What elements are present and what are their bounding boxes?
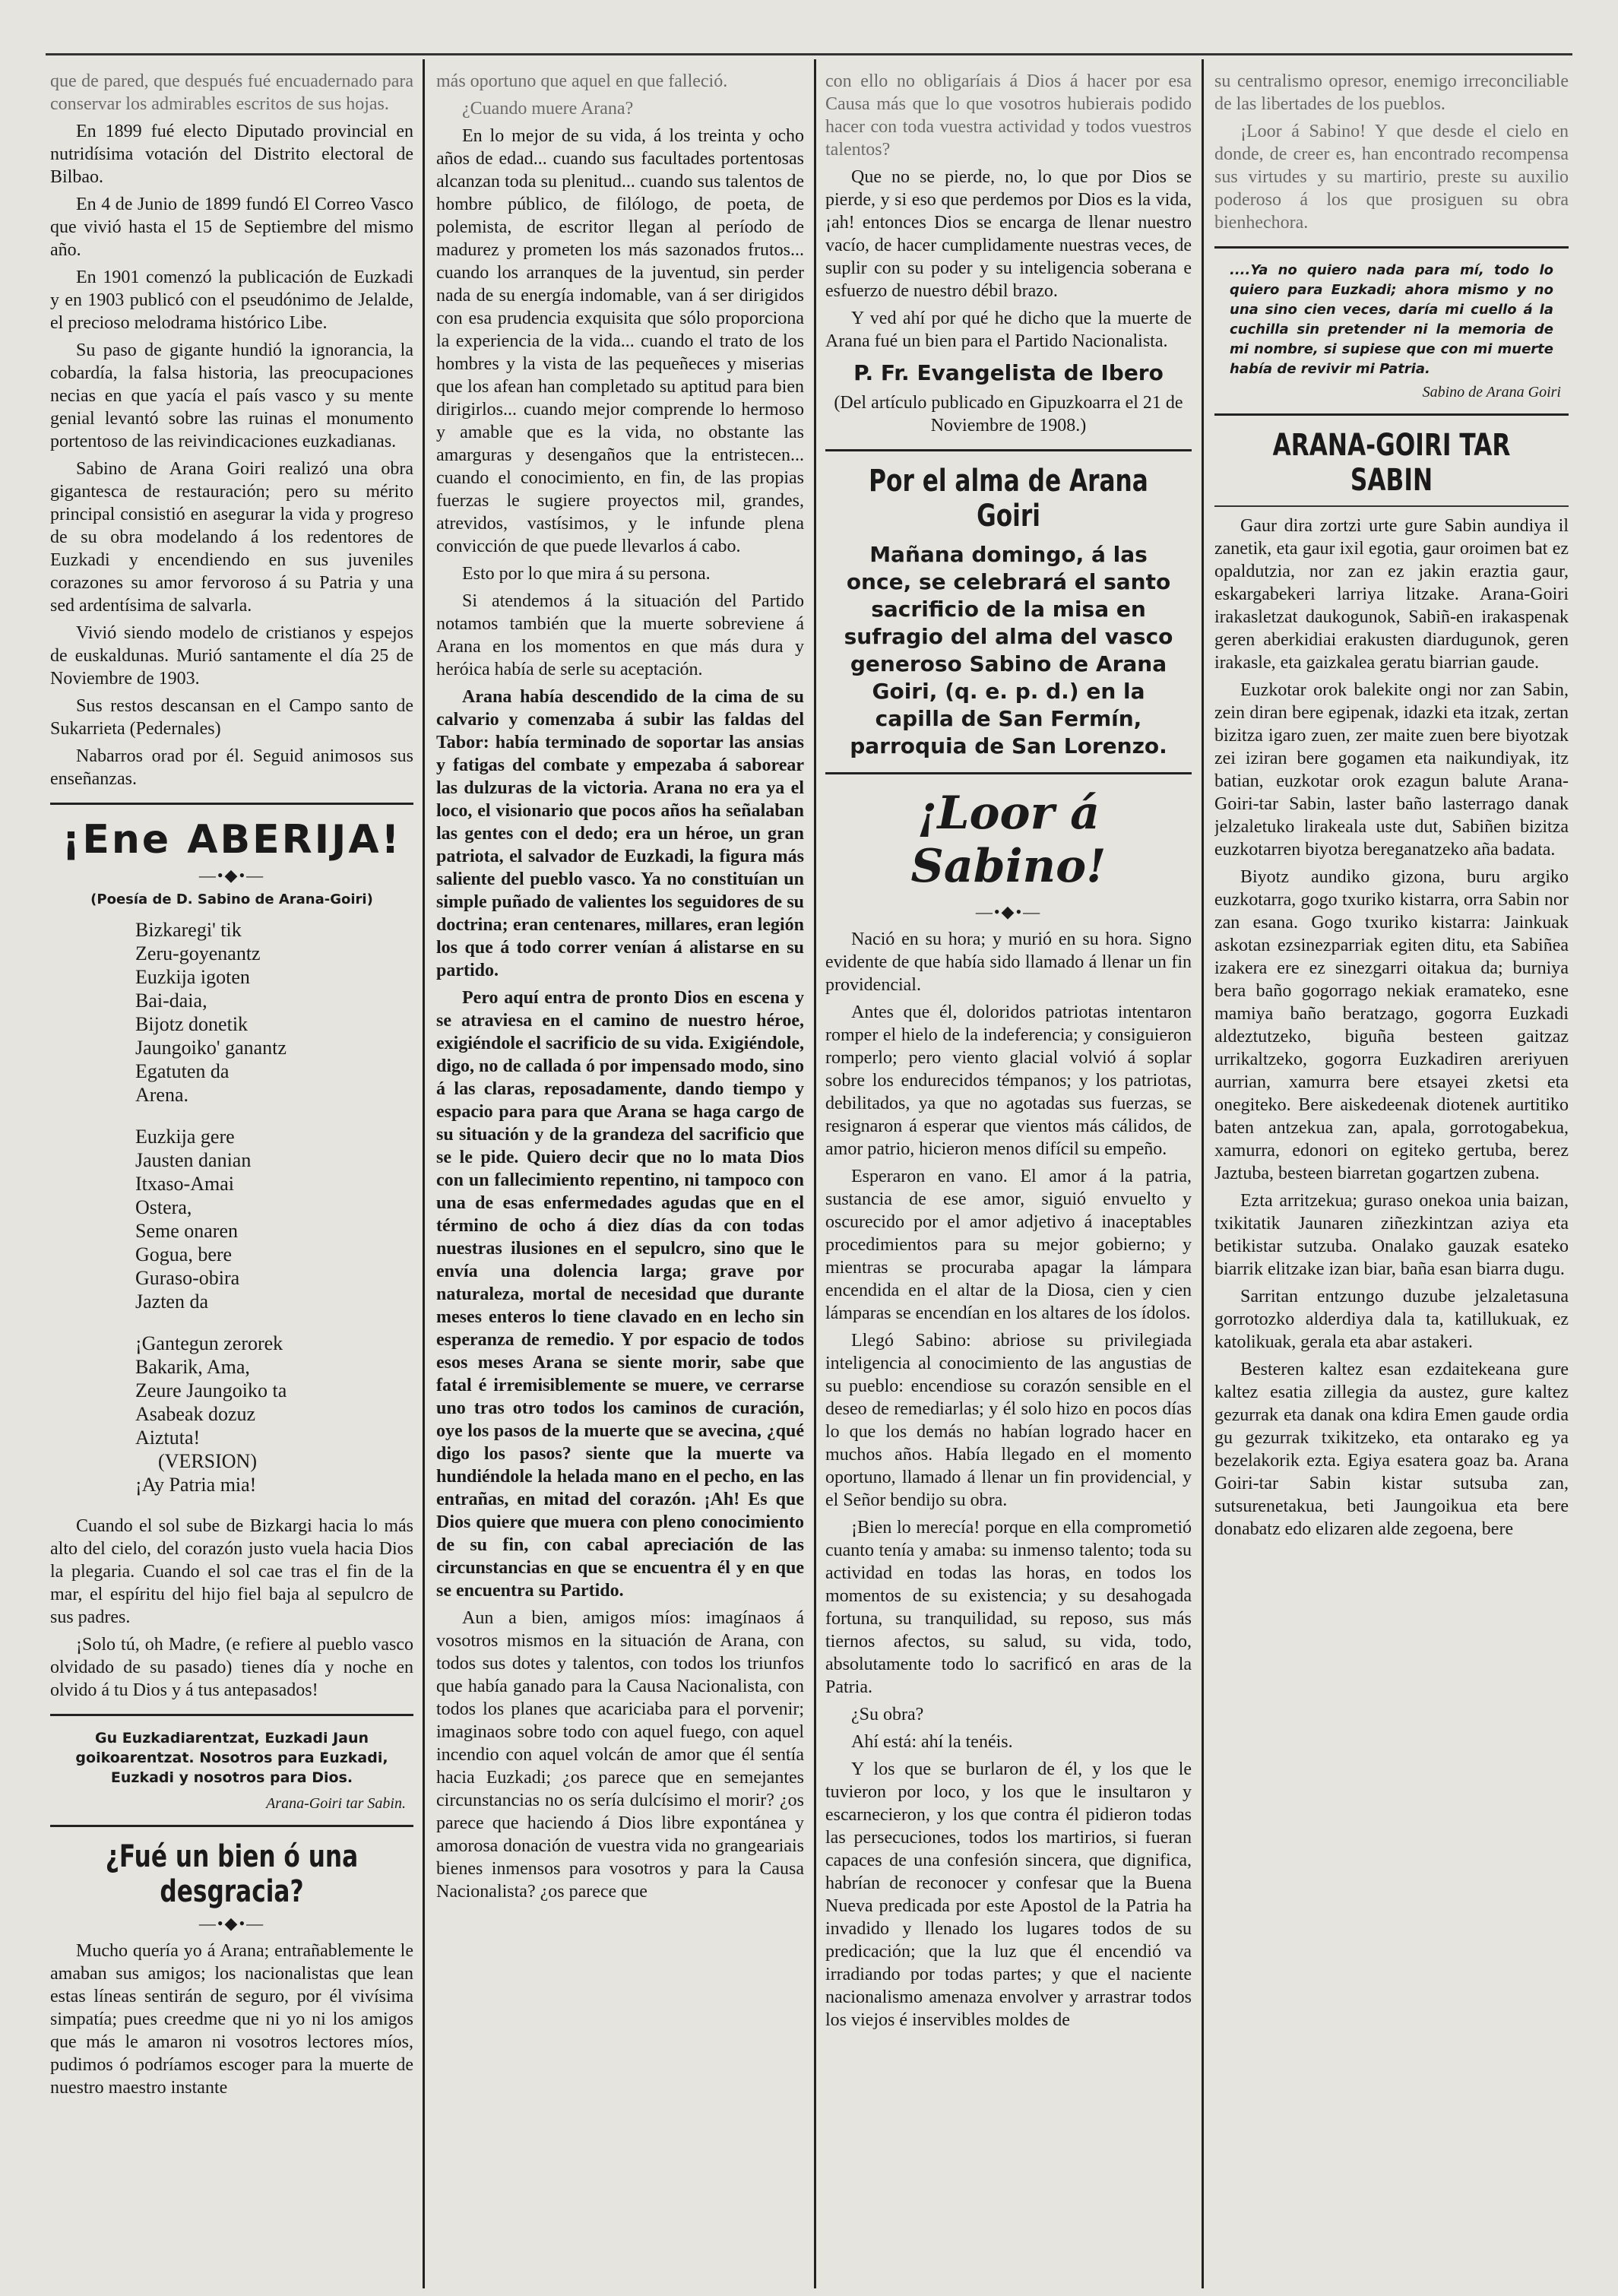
- paragraph: Sarritan entzungo duzube jelzaletasuna gorrotozko alderdiya dala ta, katillukuak, ez katolikuak, gerala eta abar astakeri.: [1214, 1287, 1569, 1352]
- paragraph: Besteren kaltez esan ezdaitekeana gure kaltez esatia zillegia da austez, gure kaltez gezurrak eta danak ona kdira Emen gaude ordia gu gezurrak txikitzeko, eta ontarako eg ya bezelakorik ezta. Egiya esatera goaz ba. Arana Goiri-tar Sabin kistar sutsuba zan, sutsurenetakua, beti Jaungoikua eta bere donabatz edo elizaren alde zegoena, bere: [1214, 1360, 1569, 1539]
- divider: [825, 772, 1192, 774]
- article-source: (Del artículo publicado en Gipuzkoarra el 21 de Noviembre de 1908.): [834, 393, 1183, 435]
- verse-line: Bai-daia,: [135, 990, 207, 1012]
- verse-line: Guraso-obira: [135, 1267, 240, 1289]
- paragraph: ¿Su obra?: [851, 1705, 924, 1724]
- paragraph: con ello no obligaríais á Dios á hacer por esa Causa más que lo que vosotros hubierais podido hacer con toda vuestra actividad y todos vuestros talentos?: [825, 71, 1192, 160]
- article-heading: ¿Fué un bien ó una desgracia?: [105, 1839, 359, 1909]
- article-author: P. Fr. Evangelista de Ibero: [853, 360, 1164, 385]
- paragraph: Esperaron en vano. El amor á la patria, sustancia de ese amor, siguió envuelto y oscurecido por el amor adjetivo á inaceptables procedimientos para su mejor gobierno; y mientras se procuraba apagar la lámpara encendida en el altar de la Diosa, cien y cien lámparas se encendían en los altares de los ídolos.: [825, 1167, 1192, 1323]
- verse-line: Bizkaregi' tik: [135, 919, 242, 941]
- paragraph: Llegó Sabino: abriose su privilegiada inteligencia al conocimiento de las angustias de su pueblo: encendiose su corazón sensible en el deseo de remediarlas; y él solo hizo en pocos días lo que los demás no habían logrado hacer en muchos años. Había llegado en el momento oportuno, llamado á llenar un fin providencial, y el Señor bendijo su obra.: [825, 1331, 1192, 1510]
- verse-line: Jaungoiko' ganantz: [135, 1037, 287, 1059]
- verse-line: Zeure Jaungoiko ta: [135, 1379, 287, 1401]
- paragraph: Nabarros orad por él. Seguid animosos sus enseñanzas.: [50, 746, 413, 789]
- ornament-divider: —•◆•—: [198, 866, 265, 885]
- paragraph: Sus restos descansan en el Campo santo de Sukarrieta (Pedernales): [50, 696, 413, 739]
- quote-signature: Sabino de Arana Goiri: [1422, 384, 1561, 401]
- verse-line: Bijotz donetik: [135, 1013, 249, 1035]
- paragraph: Esto por lo que mira á su persona.: [462, 564, 711, 584]
- verse-line: Seme onaren: [135, 1220, 239, 1242]
- verse-line: Itxaso-Amai: [135, 1173, 234, 1195]
- motto-signature: Arana-Goiri tar Sabin.: [266, 1795, 406, 1812]
- motto-box: Gu Euzkadiarentzat, Euzkadi Jaun goikoarentzat. Nosotros para Euzkadi, Euzkadi y nosotros para Dios.: [75, 1730, 388, 1786]
- paragraph: Biyotz aundiko gizona, buru argiko euzkotarra, gogo txuriko kistarra, orra Sabin nor zan esana. Gogo txuriko kistarra: Jainkuak askotan ezsinezparriak egiten ditu, eta Sabiñea izakera ere ez sinezgarri oitakua da; burniya bera baño gogorrago nekiak eramateko, esne mamiya baño beratzago, gogorra Euzkadi aldeztutzeko, biguña besteen gaitzaz urrikaltzeko, gogorra Euzkadiren areriyuen aurrian, xamurra bere etsayei zketsi eta onegiteko. Bere aiskedeenak diotenek aurtitiko baten antzekua zan, apala, gorrotogabekua, xamurra, edonori on egiteko gertuba, berez Jaztuba, besteen biarretan gogartzen zubena.: [1214, 867, 1569, 1183]
- paragraph: Arana había descendido de la cima de su calvario y comenzaba á subir las faldas del Tabor: había terminado de soportar las ansias y fatigas del combate y empezaba á saborear las dulzuras de la victoria. Arana no era ya el loco, el visionario que pocos años ha señalaban las gentes con el dedo; era un héroe, un gran patriota, el salvador de Euzkadi, la figura más saliente del pueblo vasco. Ya no constituían un simple puñado de valientes los seguidores de su doctrina; eran centenares, millares, eran legión los que á todo correr venían á alistarse en su partido.: [436, 687, 804, 980]
- paragraph: Y ved ahí por qué he dicho que la muerte de Arana fué un bien para el Partido Nacionalista.: [825, 309, 1192, 351]
- verse-line: Zeru-goyenantz: [135, 942, 261, 964]
- paragraph: Ezta arritzekua; guraso onekoa unia baizan, txikitatik Jaunaren ziñezkintzan aziya eta betikistar sutzuba. Onalako gauzak esateko biarrik elitzake izan biar, baña esan biarra dugu.: [1214, 1191, 1569, 1279]
- column-1: [50, 70, 413, 2104]
- paragraph: Nació en su hora; y murió en su hora. Signo evidente de que había sido llamado á llenar un fin providencial.: [825, 929, 1192, 995]
- paragraph: Sabino de Arana Goiri realizó una obra gigantesca de restauración; pero su mérito principal consistió en asegurar la vida y progreso de su obra modelando á los redentores de Euzkadi y encendiendo en sus juveniles corazones su amor fervoroso á su Patria y una sed ardentísima de salvarla.: [50, 459, 413, 616]
- paragraph: su centralismo opresor, enemigo irreconciliable de las libertades de los pueblos.: [1214, 71, 1569, 114]
- paragraph: Su paso de gigante hundió la ignorancia, la cobardía, la falsa historia, las preocupaciones necias en que yacía el país vasco y su mente genial levantó sobre las ruinas el monumento portentoso de las reivindicaciones euzkadianas.: [50, 340, 413, 451]
- paragraph: Y los que se burlaron de él, y los que le tuvieron por loco, y los que le insultaron y escarnecieron, y los que contra él pidieron todas las persecuciones, todos los martirios, si fueran capaces de una confesión sincera, que dignifica, habrían de reconocer y confesar que la Buena Nueva predicada por este Apostol de la Patria ha invadido y llenado los lugares todos de su predicación; que la luz que él encendió va irradiando por todas partes; y que el naciente nacionalismo amenaza envolver y arrastrar todos los viejos é inservibles moldes de: [825, 1759, 1192, 2030]
- verse-line: Euzkija igoten: [135, 966, 250, 988]
- paragraph: más oportuno que aquel en que falleció.: [436, 71, 728, 91]
- paragraph: En 1899 fué electo Diputado provincial en nutridísima votación del Distrito electoral de Bilbao.: [50, 122, 413, 187]
- paragraph: Aun a bien, amigos míos: imagínaos á vosotros mismos en la situación de Arana, con todos sus dotes y talentos, con todos los triunfos que había ganado para la Causa Nacionalista, con todos los planes que acariciaba para el porvenir; imaginaos sobre todo con aquel fuego, con aquel incendio con aquel volcán de amor que él sentía hacia Euzkadi; ¿os parece que en semejantes circunstancias no os sería dulcísimo el morir? ¿os parece que haciendo á Dios libre expontánea y amorosa donación de vuestra vida no grangeariais bienes inmensos para vosotros y para la Causa Nacionalista? ¿os parece que: [436, 1608, 804, 1902]
- verse-line: Jausten danian: [135, 1149, 252, 1171]
- mass-notice: Mañana domingo, á las once, se celebrará el santo sacrificio de la misa en sufragio del alma del vasco generoso Sabino de Arana Goiri, (q. e. p. d.) en la capilla de San Fermín, parroquia de San Lorenzo.: [844, 542, 1173, 758]
- divider: [50, 803, 413, 805]
- poem-translation: [50, 1515, 413, 1702]
- column-rule-1: [423, 59, 425, 2288]
- article-heading: ARANA-GOIRI TAR SABIN: [1272, 428, 1511, 498]
- verse-line: Jazten da: [135, 1291, 209, 1313]
- verse-line: Arena.: [135, 1084, 189, 1106]
- verse-line: Asabeak dozuz: [135, 1403, 256, 1425]
- divider: [50, 1825, 413, 1827]
- divider: [1214, 246, 1569, 249]
- paragraph: Ahí está: ahí la tenéis.: [851, 1732, 1013, 1752]
- paragraph: que de pared, que después fué encuadernado para conservar los admirables escritos de sus hojas.: [50, 71, 413, 114]
- paragraph: Que no se pierde, no, lo que por Dios se pierde, y si eso que perdemos por Dios es la vida, ¡ah! entonces Dios se encarga de llenar nuestro vacío, de hacer cumplidamente nuestras veces, de suplir con su poder y su inteligencia soberana e esfuerzo de nuestro débil brazo.: [825, 167, 1192, 301]
- verse-line: Aiztuta!: [135, 1427, 201, 1449]
- verse-line: Euzkija gere: [135, 1126, 235, 1148]
- ornament-divider: —•◆•—: [198, 1914, 265, 1933]
- divider: [1214, 413, 1569, 416]
- poem-subtitle: (Poesía de D. Sabino de Arana-Goiri): [90, 891, 373, 907]
- column-4: [1214, 70, 1569, 1545]
- verse-line: Egatuten da: [135, 1060, 230, 1082]
- top-rule: [46, 53, 1572, 55]
- paragraph: Antes que él, doloridos patriotas intentaron romper el hielo de la indeferencia; y consiguieron romperlo; pero viento glacial volvió á soplar sobre los endurecidos témpanos; y los patriotas, debilitados, ya que no agotadas sus fuerzas, se resignaron á esperar que vientos más cálidos, de amor patrio, hicieron menos difícil su empeño.: [825, 1002, 1192, 1159]
- column-3: [825, 70, 1192, 2036]
- divider: [1214, 505, 1569, 507]
- verse-line: ¡Gantegun zerorek: [135, 1332, 283, 1354]
- verse-line: Ostera,: [135, 1196, 192, 1218]
- verse-line: (VERSION): [158, 1450, 257, 1472]
- verse-line: Bakarik, Ama,: [135, 1356, 250, 1378]
- article-heading: ¡Loor á Sabino!: [910, 787, 1107, 893]
- arana-quote: ....Ya no quiero nada para mí, todo lo quiero para Euzkadi; ahora mismo y no una sino cien veces, daría mi cuello á la cuchilla sin pretender ni la memoria de mi nombre, si supiese que con mi muerte había de revivir mi Patria.: [1230, 262, 1553, 377]
- paragraph: En 1901 comenzó la publicación de Euzkadi y en 1903 publicó con el pseudónimo de Jelalde, el precioso melodrama histórico Libe.: [50, 268, 413, 333]
- paragraph: Gaur dira zortzi urte gure Sabin aundiya il zanetik, eta gaur ixil egotia, gaur oroimen bat ez opaldutzia, nor zan ez jakin eraztia gaur, eskargabekeri larriya litzake. Arana-Goiri irakasletzat daukogunok, Sabiñ-en irakaspenak geren aberkidiai erakusten diardugunok, geren irakasle, eta gaizkalea geratu biarrian gaude.: [1214, 516, 1569, 673]
- paragraph: ¡Loor á Sabino! Y que desde el cielo en donde, de creer es, han encontrado recompensa sus virtudes y su martirio, preste su auxilio poderoso á los que prosiguen su obra bienhechora.: [1214, 122, 1569, 233]
- column-2: [436, 70, 804, 1908]
- paragraph: En 4 de Junio de 1899 fundó El Correo Vasco que vivió hasta el 15 de Septiembre del mismo año.: [50, 195, 413, 260]
- article-body: [50, 1940, 413, 2099]
- paragraph: Si atendemos á la situación del Partido notamos también que la muerte sobreviene á Arana en los momentos en que más dura y heróica había de serle su aceptación.: [436, 591, 804, 679]
- paragraph: Pero aquí entra de pronto Dios en escena y se atraviesa en el camino de nuestro héroe, exigiéndole el sacrificio de su vida. Exigiéndole, digo, no de callada ó por impensado modo, sino á las claras, reposadamente, dando tiempo y espacio para para que Arana se haga cargo de su situación y de la grandeza del sacrificio que se le pide. Quiero decir que no lo mata Dios con un fallecimiento repentino, ni tampoco con una de esas enfermedades agudas que en el término de ocho á diez días da con todas nuestras ilusiones en el sepulcro, sino que le envía una dolencia larga; grave por naturaleza, mortal de necesidad que durante meses enteros lo tiene clavado en en lecho sin esperanza de remedio. Y por espacio de todos esos meses Arana se siente morir, sabe que fatal é irremisiblemente se muere, ve cerrarse uno tras otro todos los caminos de curación, oye los pasos de la muerte que se avecina, ¿qué digo los pasos? siente que la muerte va hundiéndole la helada mano en el pecho, en las entrañas, en mitad del corazón. ¡Ah! Es que Dios quiere que muera con pleno conocimiento de su fin, con cabal apreciación de las circunstancias en que se encuentra él y en que se encuentra su Partido.: [436, 988, 804, 1601]
- paragraph: Vivió siendo modelo de cristianos y espejos de euskaldunas. Murió santamente el día 25 de Noviembre de 1903.: [50, 623, 413, 689]
- paragraph: En lo mejor de su vida, á los treinta y ocho años de edad... cuando sus facultades portentosas alcanzan toda su plenitud... cuando sus talentos de hombre público, de filólogo, de poeta, de polemista, de escritor llegan al período de madurez y prometen los más sazonados frutos... cuando los arranques de la juventud, sin perder nada de su energía indomable, van á ser dirigidos con esa prudencia exquisita que sólo proporciona la experiencia de la vida... cuando el trato de los hombres y la vista de las pequeñeces y miserias que los afean han completado su aptitud para bien dirigirlos... cuando mejor comprende lo hermoso y amable que es la vida, no obstante las amarguras y desengaños que la entristecen... cuando el conocimiento, en fin, de las propias fuerzas le sugiere proyectos mil, grandes, atrevidos, vastísimos, y le infunde plena convicción de que puede llevarlos á cabo.: [436, 126, 804, 556]
- paragraph: ¡Bien lo merecía! porque en ella comprometió cuanto tenía y amaba: su inmenso talento; toda su actividad en todas las horas, en todos los momentos de su existencia; y su desahogada fortuna, su tranquilidad, su reposo, sus más tiernos afectos, su salud, su vida, todo, absolutamente todo lo sacrificó en aras de la Patria.: [825, 1518, 1192, 1697]
- divider: [825, 449, 1192, 451]
- paragraph: Mucho quería yo á Arana; entrañablemente le amaban sus amigos; los nacionalistas que lean estas líneas sentirán de seguro, por él vivísima simpatía; pues creedme que ni yo ni los amigos que más le amaron ni vosotros lectores míos, pudimos ó podríamos escoger para la muerte de nuestro maestro instante: [50, 1941, 413, 2098]
- paragraph: ¡Solo tú, oh Madre, (e refiere al pueblo vasco olvidado de su pasado) tienes día y noche en olvido á tu Dios y á tus antepasados!: [50, 1635, 413, 1700]
- poem-stanza-2: [135, 1125, 413, 1313]
- paragraph: Euzkotar orok balekite ongi nor zan Sabin, zein diran bere egipenak, idazki eta itzak, zertan bizitza igaro zuen, zer maite zuen bere biyotzak zei iziran bere gogamen eta naikundiyak, itz batian, euzkotar orok ezagun balute Arana-Goiri-tar Sabin, laster baño lasterrago danak jelzaletuko lirakeala uste dut, Sabiñen bizitza euzkotarren biyotza bereganatzeko aña badata.: [1214, 680, 1569, 860]
- poem-stanza-1: [135, 918, 413, 1107]
- col1-biography: [50, 70, 413, 790]
- paragraph: Cuando el sol sube de Bizkargi hacia lo más alto del cielo, del corazón justo vuela hacia Dios la plegaria. Cuando el sol cae tras el fin de la mar, el espíritu del hijo fiel baja al sepulcro de sus padres.: [50, 1516, 413, 1627]
- verse-line: ¡Ay Patria mia!: [135, 1474, 257, 1496]
- column-rule-2: [814, 59, 816, 2288]
- ornament-divider: —•◆•—: [975, 902, 1042, 921]
- poem-title: ¡Ene ABERIJA!: [62, 817, 402, 863]
- poem-stanza-3: [135, 1332, 413, 1496]
- article-heading: Por el alma de Arana Goiri: [869, 464, 1148, 534]
- column-rule-3: [1202, 59, 1204, 2288]
- paragraph: ¿Cuando muere Arana?: [462, 99, 634, 119]
- divider: [50, 1714, 413, 1716]
- verse-line: Gogua, bere: [135, 1243, 233, 1265]
